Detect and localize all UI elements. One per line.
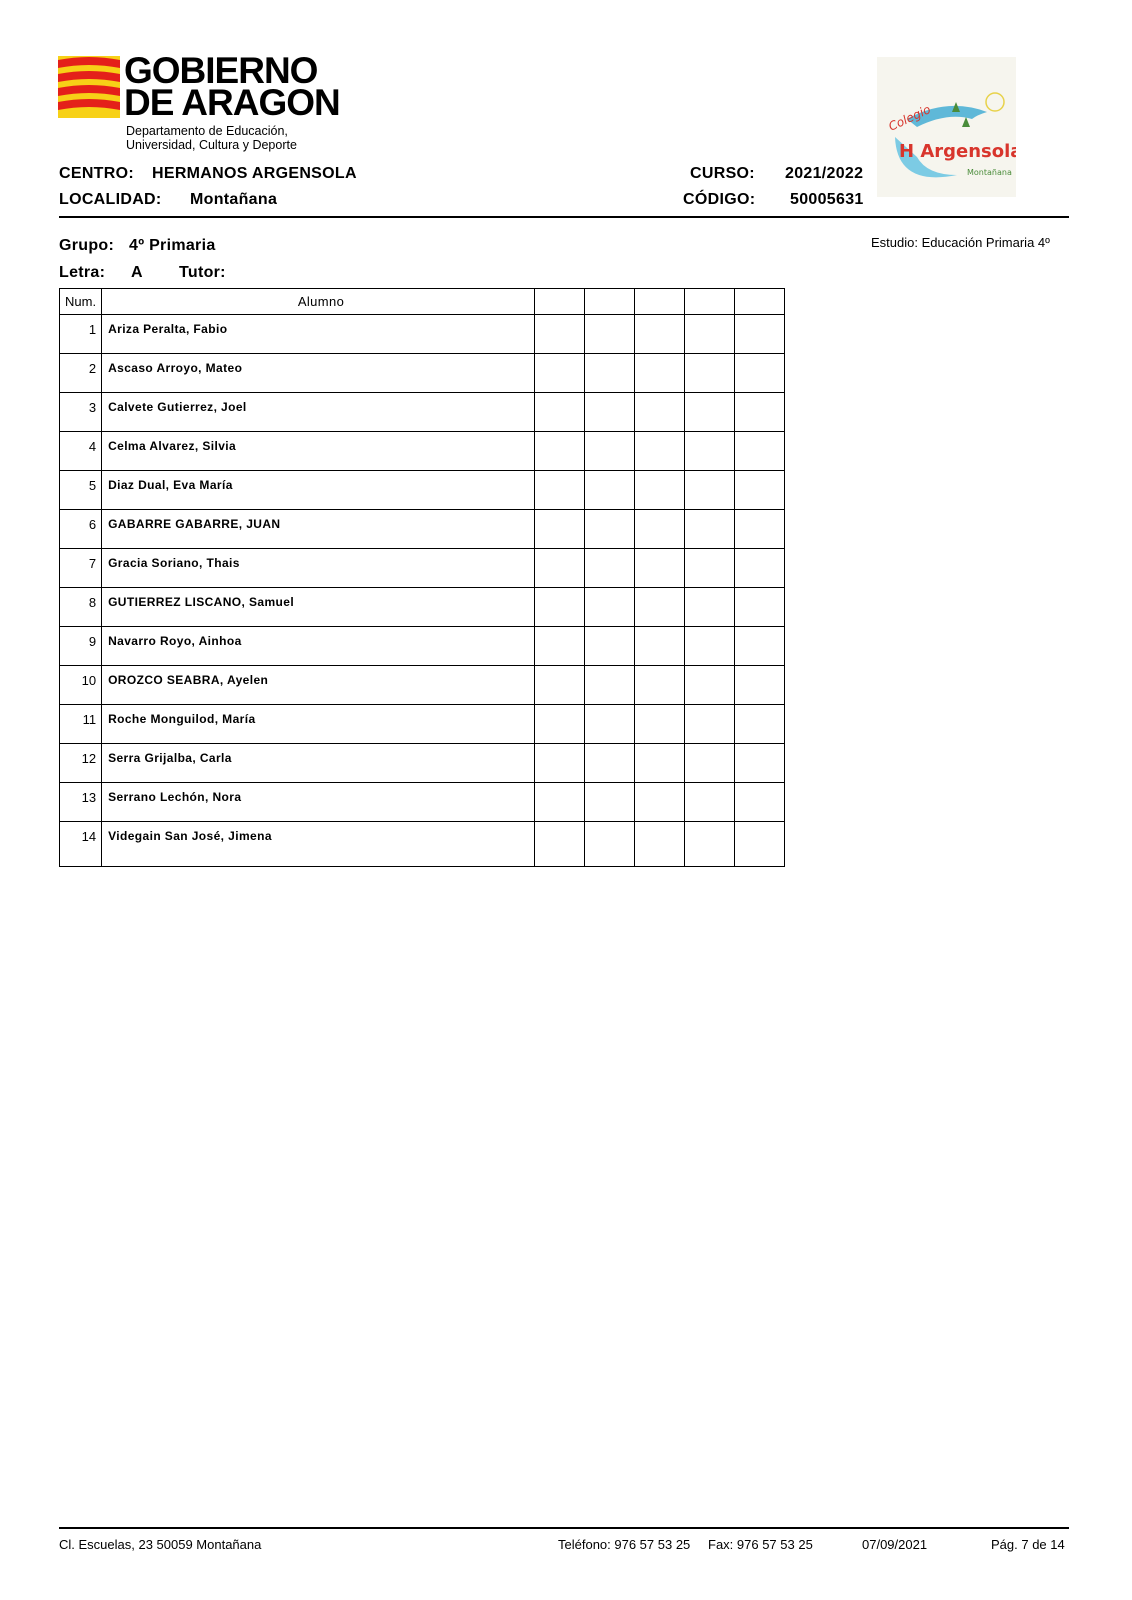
- footer-date: 07/09/2021: [862, 1537, 928, 1552]
- blank-col-header: [735, 289, 785, 315]
- school-logo-word1: Colegio: [886, 102, 933, 134]
- blank-cell: [635, 822, 685, 867]
- blank-cell: [685, 588, 735, 627]
- blank-cell: [735, 315, 785, 354]
- row-num: 2: [60, 354, 102, 393]
- blank-cell: [685, 354, 735, 393]
- curso-label: CURSO:: [690, 165, 755, 182]
- table-row: [60, 783, 785, 822]
- blank-cell: [735, 588, 785, 627]
- blank-cell: [635, 315, 685, 354]
- blank-cell: [535, 627, 585, 666]
- letra-value: A: [131, 264, 143, 281]
- blank-cell: [685, 666, 735, 705]
- blank-cell: [535, 666, 585, 705]
- row-num: 9: [60, 627, 102, 666]
- table-row: [60, 510, 785, 549]
- blank-cell: [585, 549, 635, 588]
- blank-cell: [585, 705, 635, 744]
- blank-cell: [635, 627, 685, 666]
- school-logo: [877, 57, 1016, 197]
- blank-cell: [685, 783, 735, 822]
- row-num: 5: [60, 471, 102, 510]
- blank-cell: [735, 510, 785, 549]
- row-num: 14: [60, 822, 102, 867]
- gov-dept-line1: Departamento de Educación,: [126, 124, 288, 138]
- row-num: 8: [60, 588, 102, 627]
- blank-cell: [635, 354, 685, 393]
- blank-cell: [635, 666, 685, 705]
- blank-cell: [735, 549, 785, 588]
- student-name: Serrano Lechón, Nora: [102, 783, 535, 822]
- blank-cell: [635, 744, 685, 783]
- blank-cell: [685, 627, 735, 666]
- table-row: [60, 822, 785, 867]
- blank-cell: [535, 588, 585, 627]
- blank-cell: [635, 510, 685, 549]
- blank-cell: [735, 744, 785, 783]
- blank-cell: [635, 549, 685, 588]
- footer-rule: [59, 1527, 1069, 1529]
- blank-cell: [685, 549, 735, 588]
- gov-dept-line2: Universidad, Cultura y Deporte: [126, 138, 297, 152]
- blank-cell: [735, 393, 785, 432]
- student-name: Calvete Gutierrez, Joel: [102, 393, 535, 432]
- student-name: Serra Grijalba, Carla: [102, 744, 535, 783]
- row-num: 12: [60, 744, 102, 783]
- codigo-label: CÓDIGO:: [683, 191, 756, 208]
- table-row: [60, 393, 785, 432]
- blank-col-header: [585, 289, 635, 315]
- table-row: [60, 549, 785, 588]
- row-num: 10: [60, 666, 102, 705]
- gov-logo-line1: GOBIERNO: [124, 50, 318, 91]
- localidad-label: LOCALIDAD:: [59, 191, 162, 208]
- blank-cell: [585, 744, 635, 783]
- table-row: [60, 588, 785, 627]
- blank-cell: [585, 588, 635, 627]
- blank-cell: [735, 705, 785, 744]
- row-num: 1: [60, 315, 102, 354]
- blank-cell: [735, 471, 785, 510]
- table-row: [60, 354, 785, 393]
- blank-cell: [685, 315, 735, 354]
- blank-cell: [635, 393, 685, 432]
- blank-cell: [535, 705, 585, 744]
- footer-phone: Teléfono: 976 57 53 25: [558, 1537, 691, 1552]
- blank-cell: [585, 354, 635, 393]
- blank-cell: [535, 315, 585, 354]
- gobierno-aragon-logo: [58, 52, 343, 157]
- table-row: [60, 627, 785, 666]
- blank-cell: [635, 588, 685, 627]
- blank-cell: [635, 432, 685, 471]
- table-row: [60, 705, 785, 744]
- blank-cell: [635, 783, 685, 822]
- blank-cell: [585, 666, 635, 705]
- blank-cell: [685, 510, 735, 549]
- blank-cell: [585, 432, 635, 471]
- footer-address: Cl. Escuelas, 23 50059 Montañana: [59, 1537, 262, 1552]
- student-name: Videgain San José, Jimena: [102, 822, 535, 867]
- school-logo-word2: H Argensola: [899, 141, 1016, 162]
- blank-cell: [685, 471, 735, 510]
- student-name: OROZCO SEABRA, Ayelen: [102, 666, 535, 705]
- row-num: 13: [60, 783, 102, 822]
- centro-label: CENTRO:: [59, 165, 134, 182]
- row-num: 11: [60, 705, 102, 744]
- blank-cell: [585, 783, 635, 822]
- col-alumno-header: Alumno: [102, 289, 535, 315]
- blank-cell: [735, 822, 785, 867]
- blank-cell: [635, 705, 685, 744]
- col-num-header: Num.: [60, 289, 102, 315]
- blank-cell: [735, 627, 785, 666]
- blank-cell: [535, 393, 585, 432]
- blank-col-header: [685, 289, 735, 315]
- blank-cell: [735, 432, 785, 471]
- student-name: Gracia Soriano, Thais: [102, 549, 535, 588]
- table-header-row: [60, 289, 785, 315]
- school-logo-word3: Montañana: [967, 168, 1012, 177]
- student-name: GUTIERREZ LISCANO, Samuel: [102, 588, 535, 627]
- tutor-label: Tutor:: [179, 264, 226, 281]
- student-name: Ariza Peralta, Fabio: [102, 315, 535, 354]
- blank-cell: [685, 744, 735, 783]
- blank-cell: [535, 354, 585, 393]
- student-name: Diaz Dual, Eva María: [102, 471, 535, 510]
- row-num: 6: [60, 510, 102, 549]
- table-row: [60, 744, 785, 783]
- gov-logo-line2: DE ARAGON: [124, 82, 340, 123]
- blank-cell: [585, 315, 635, 354]
- header-rule: [59, 216, 1069, 218]
- student-name: Celma Alvarez, Silvia: [102, 432, 535, 471]
- table-row: [60, 315, 785, 354]
- blank-cell: [735, 354, 785, 393]
- student-name: Navarro Royo, Ainhoa: [102, 627, 535, 666]
- row-num: 4: [60, 432, 102, 471]
- student-name: Roche Monguilod, María: [102, 705, 535, 744]
- blank-cell: [535, 471, 585, 510]
- footer-page: Pág. 7 de 14: [991, 1537, 1065, 1552]
- blank-cell: [685, 705, 735, 744]
- table-row: [60, 666, 785, 705]
- row-num: 3: [60, 393, 102, 432]
- footer-fax: Fax: 976 57 53 25: [708, 1537, 813, 1552]
- grupo-label: Grupo:: [59, 237, 115, 254]
- estudio-text: Estudio: Educación Primaria 4º: [871, 235, 1050, 250]
- centro-value: HERMANOS ARGENSOLA: [152, 165, 357, 182]
- table-row: [60, 471, 785, 510]
- table-row: [60, 432, 785, 471]
- curso-value: 2021/2022: [785, 165, 864, 182]
- blank-cell: [535, 822, 585, 867]
- localidad-value: Montañana: [190, 191, 278, 208]
- blank-cell: [535, 744, 585, 783]
- blank-cell: [685, 822, 735, 867]
- codigo-value: 50005631: [790, 191, 864, 208]
- letra-label: Letra:: [59, 264, 106, 281]
- blank-cell: [585, 627, 635, 666]
- blank-col-header: [635, 289, 685, 315]
- blank-cell: [585, 393, 635, 432]
- blank-col-header: [535, 289, 585, 315]
- blank-cell: [585, 510, 635, 549]
- blank-cell: [735, 666, 785, 705]
- blank-cell: [585, 822, 635, 867]
- row-num: 7: [60, 549, 102, 588]
- student-name: Ascaso Arroyo, Mateo: [102, 354, 535, 393]
- student-name: GABARRE GABARRE, JUAN: [102, 510, 535, 549]
- blank-cell: [635, 471, 685, 510]
- student-roster-table: [59, 288, 785, 867]
- blank-cell: [585, 471, 635, 510]
- blank-cell: [685, 393, 735, 432]
- blank-cell: [535, 432, 585, 471]
- grupo-value: 4º Primaria: [129, 237, 216, 254]
- blank-cell: [535, 783, 585, 822]
- blank-cell: [535, 510, 585, 549]
- blank-cell: [535, 549, 585, 588]
- aragon-flag-icon: [58, 56, 120, 118]
- blank-cell: [685, 432, 735, 471]
- blank-cell: [735, 783, 785, 822]
